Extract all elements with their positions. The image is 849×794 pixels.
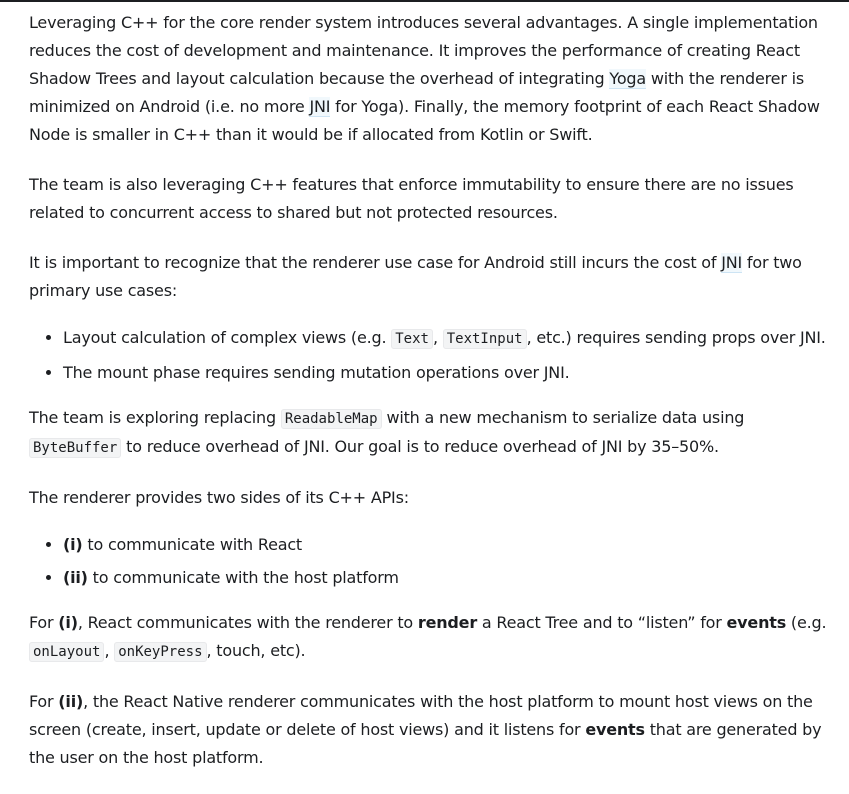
inline-code: onLayout [29, 642, 104, 662]
text: that are generated by the user on the host platform. [29, 720, 822, 767]
text: , [432, 328, 443, 347]
bold-label: (i) [58, 613, 78, 632]
article-body [29, 9, 835, 794]
text: The renderer provides two sides of its C++ APIs: [29, 488, 409, 507]
paragraph-host-side [29, 688, 835, 772]
paragraph-serialization [29, 404, 835, 462]
text: to reduce overhead of JNI. Our goal is to reduce overhead of JNI by 35–50%. [121, 437, 719, 456]
text: It is important to recognize that the renderer use case for Android still incurs the cost of [29, 253, 722, 272]
inline-code: Text [391, 329, 433, 349]
text: , the React Native renderer communicates with the host platform to mount host views on the screen (create, insert, update or delete of host views) and it listens for [29, 692, 813, 739]
text: for two primary use cases: [29, 253, 802, 300]
text: with the renderer is minimized on Android (i.e. no more [29, 69, 804, 116]
text: to communicate with React [82, 535, 302, 554]
text: The mount phase requires sending mutation operations over JNI. [63, 363, 570, 382]
bold-label: (i) [63, 535, 83, 554]
paragraph-react-side [29, 609, 835, 666]
paragraph-jni-cost [29, 249, 835, 305]
jni-link[interactable]: JNI [721, 253, 743, 272]
jni-link[interactable]: JNI [309, 97, 331, 116]
text: The team is exploring replacing [29, 408, 281, 427]
text: The team is also leveraging C++ features that enforce immutability to ensure there are no issues related to concurrent access to shared but not protected resources. [29, 175, 794, 222]
inline-code: ReadableMap [281, 409, 382, 429]
bold-term: render [417, 613, 478, 632]
bold-term: events [585, 720, 645, 739]
list-item [63, 327, 835, 350]
inline-code: TextInput [443, 329, 527, 349]
inline-code: onKeyPress [114, 642, 206, 662]
paragraph-cpp-advantages [29, 9, 835, 149]
text: , React communicates with the renderer to [77, 613, 418, 632]
text: For [29, 613, 59, 632]
text: (e.g. [786, 613, 827, 632]
text: with a new mechanism to serialize data using [381, 408, 745, 427]
api-sides-list [29, 534, 835, 588]
jni-use-cases-list [29, 327, 835, 383]
paragraph-two-sides [29, 484, 835, 512]
yoga-link[interactable]: Yoga [609, 69, 646, 88]
text: Leveraging C++ for the core render system introduces several advantages. A single implementation reduces the cost of development and maintenance. It improves the performance of creating React Shadow Trees and layout calculation because the overhead of integrating [29, 13, 818, 88]
bold-label: (ii) [63, 568, 88, 587]
list-item [63, 362, 835, 383]
paragraph-immutability [29, 171, 835, 227]
text: Layout calculation of complex views (e.g. [63, 328, 392, 347]
text: for Yoga). Finally, the memory footprint of each React Shadow Node is smaller in C++ than it would be if allocated from Kotlin or Swift. [29, 97, 820, 144]
text: , [104, 641, 115, 660]
list-item [63, 567, 835, 588]
bold-term: events [726, 613, 787, 632]
inline-code: ByteBuffer [29, 438, 121, 458]
list-item [63, 534, 835, 555]
text: , etc.) requires sending props over JNI. [526, 328, 826, 347]
text: , touch, etc). [206, 641, 306, 660]
text: to communicate with the host platform [87, 568, 399, 587]
text: a React Tree and to “listen” for [477, 613, 727, 632]
bold-label: (ii) [58, 692, 84, 711]
text: For [29, 692, 59, 711]
top-divider [0, 0, 849, 2]
